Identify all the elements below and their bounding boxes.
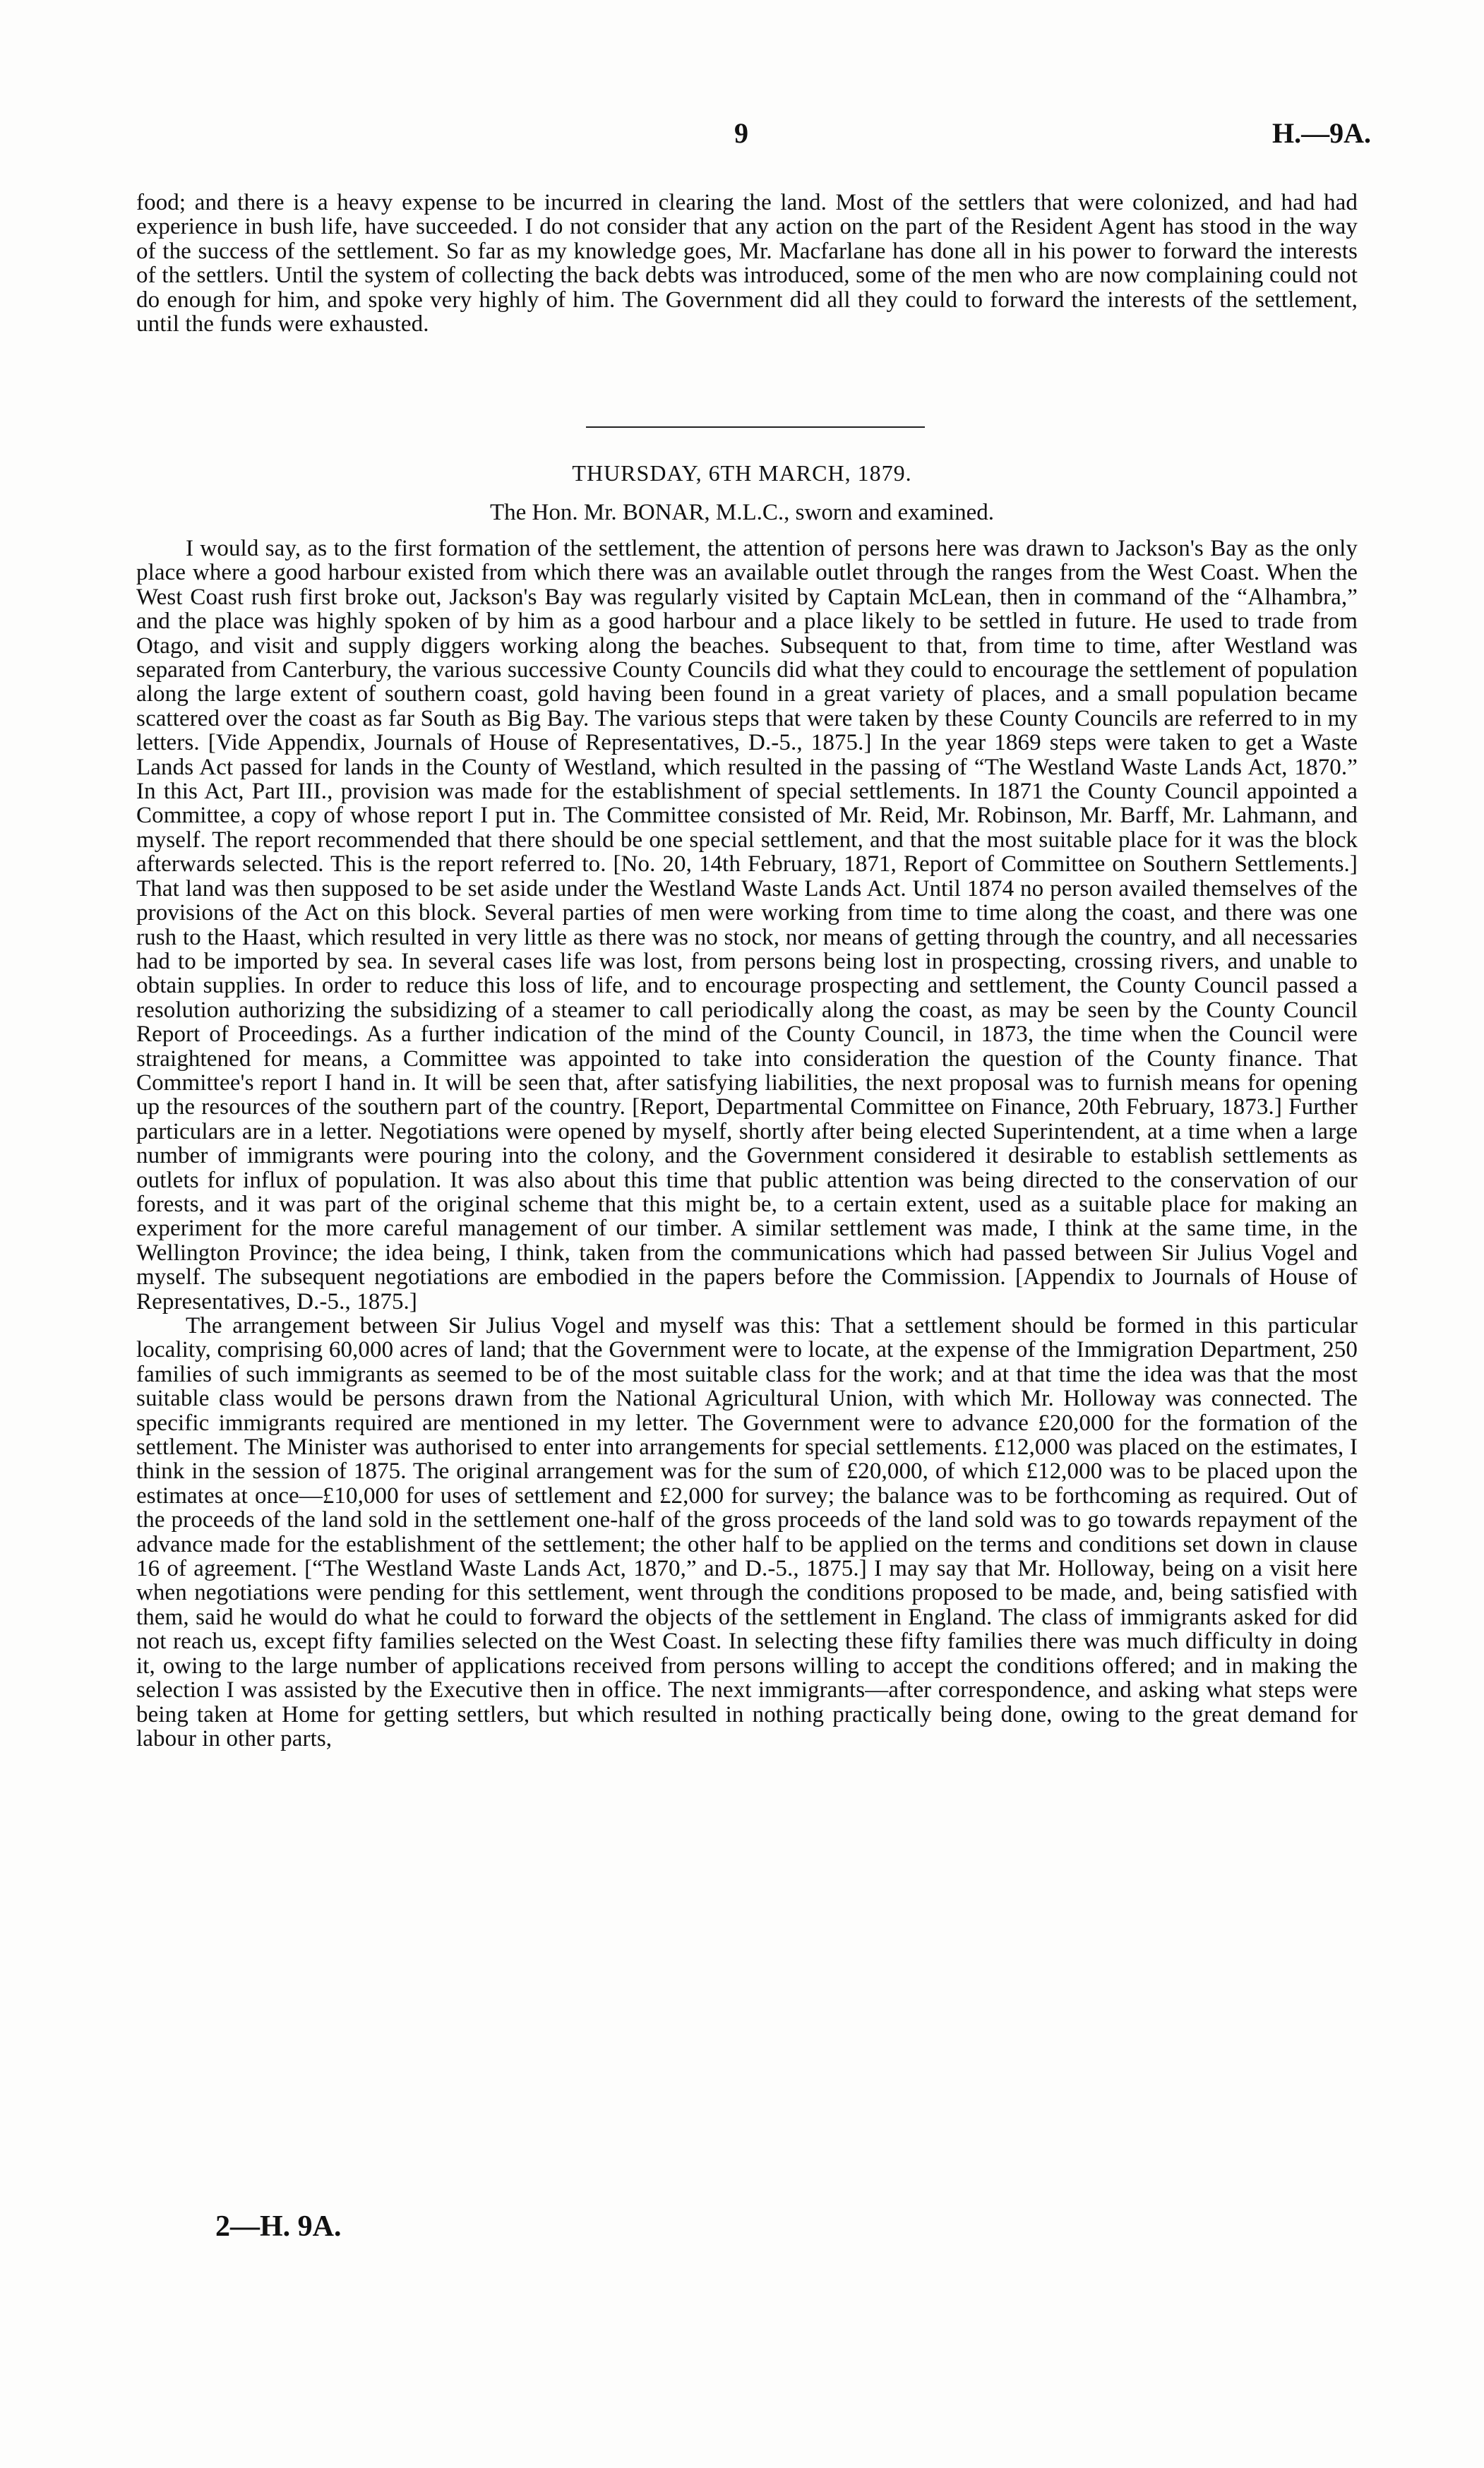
intro-paragraph: food; and there is a heavy expense to be incurred in clearing the land. Most of the settlers that were colonized, and had had experience in bush life, have succeeded. I do not consider that any action on the part of the Resident Agent has stood in the way of the success of the settlement. So far as my knowledge goes, Mr. Macfarlane has done all in his power to forward the interests of the settlers. Until the system of collecting the back debts was introduced, some of the men who are now complaining could not do enough for him, and spoke very highly of him. The Government did all they could to forward the interests of the settlement, until the funds were exhausted. (136, 190, 1358, 337)
testimony-paragraph: The arrangement between Sir Julius Vogel and myself was this: That a settlement should be formed in this particular locality, comprising 60,000 acres of land; that the Government were to locate, at the expense of the Immigration Department, 250 families of such immigrants as seemed to be of the most suitable class for the work; and at that time the idea was that the most suitable class would be persons drawn from the National Agricultural Union, with which Mr. Holloway was connected. The specific immigrants required are mentioned in my letter. The Government were to advance £20,000 for the formation of the settlement. The Minister was authorised to enter into arrangements for special settlements. £12,000 was placed on the estimates, I think in the session of 1875. The original arrangement was for the sum of £20,000, of which £12,000 was to be placed upon the estimates at once—£10,000 for uses of settlement and £2,000 for survey; the balance was to be forthcoming as required. Out of the proceeds of the land sold in the settlement one-half of the gross proceeds of the land sold was to go towards repayment of the advance made for the establishment of the settlement; the other half to be applied on the terms and conditions set down in clause 16 of agreement. [“The Westland Waste Lands Act, 1870,” and D.-5., 1875.] I may say that Mr. Holloway, being on a visit here when negotiations were pending for this settlement, went through the conditions proposed to be made, and, being satisfied with them, said he would do what he could to forward the objects of the settlement in England. The class of immigrants asked for did not reach us, except fifty families selected on the West Coast. In selecting these fifty families there was much difficulty in doing it, owing to the large number of applications received from persons willing to accept the conditions offered; and in making the selection I was assisted by the Executive then in office. The next immigrants—after correspondence, and asking what steps were being taken at Home for getting settlers, but which resulted in nothing practically being done, owing to the great demand for labour in other parts, (136, 1313, 1358, 1751)
section-divider (586, 426, 925, 428)
testimony-paragraph: I would say, as to the first formation of the settlement, the attention of persons here was drawn to Jackson's Bay as the only place where a good harbour existed from which there was an available outlet through the ranges from the West Coast. When the West Coast rush first broke out, Jackson's Bay was regularly visited by Captain McLean, then in command of the “Alhambra,” and the place was highly spoken of by him as a good harbour and a place likely to be settled in future. He used to trade from Otago, and visit and supply diggers working along the beaches. Subsequent to that, from time to time, after Westland was separated from Canterbury, the various successive County Councils did what they could to encourage the settlement of population along the large extent of southern coast, gold having been found in a great variety of places, and a small population became scattered over the coast as far South as Big Bay. The various steps that were taken by these County Councils are referred to in my letters. [Vide Appendix, Journals of House of Representatives, D.-5., 1875.] In the year 1869 steps were taken to get a Waste Lands Act passed for lands in the County of Westland, which resulted in the passing of “The Westland Waste Lands Act, 1870.” In this Act, Part III., provision was made for the establishment of special settlements. In 1871 the County Council appointed a Committee, a copy of whose report I put in. The Committee consisted of Mr. Reid, Mr. Robinson, Mr. Barff, Mr. Lahmann, and myself. The report recommended that there should be one special settlement, and that the most suitable place for it was the block afterwards selected. This is the report referred to. [No. 20, 14th February, 1871, Report of Committee on Southern Settlements.] That land was then supposed to be set aside under the Westland Waste Lands Act. Until 1874 no person availed themselves of the provisions of the Act on this block. Several parties of men were working from time to time along the coast, and there was one rush to the Haast, which resulted in very little as there was no stock, nor means of getting through the country, and all necessaries had to be imported by sea. In several cases life was lost, from persons being lost in prospecting, crossing rivers, and unable to obtain supplies. In order to reduce this loss of life, and to encourage prospecting and settlement, the County Council passed a resolution authorizing the subsidizing of a steamer to call periodically along the coast, as may be seen by the County Council Report of Proceedings. As a further indication of the mind of the County Council, in 1873, the time when the Council were straightened for means, a Committee was appointed to take into consideration the question of the County finance. That Committee's report I hand in. It will be seen that, after satisfying liabilities, the next proposal was to furnish means for opening up the resources of the southern part of the country. [Report, Departmental Committee on Finance, 20th February, 1873.] Further particulars are in a letter. Negotiations were opened by myself, shortly after being elected Superintendent, at a time when a large number of immigrants were pouring into the colony, and the Government considered it desirable to establish settlements as outlets for influx of population. It was also about this time that public attention was being directed to the conservation of our forests, and it was part of the original scheme that this might be, to a certain extent, used as a suitable place for making an experiment for the more careful management of our timber. A similar settlement was made, I think at the same time, in the Wellington Province; the idea being, I think, taken from the communications which had passed between Sir Julius Vogel and myself. The subsequent negotiations are embodied in the papers before the Commission. [Appendix to Journals of House of Representatives, D.-5., 1875.] (136, 536, 1358, 1314)
document-reference: H.—9A. (1272, 117, 1371, 149)
signature-mark: 2—H. 9A. (215, 2210, 342, 2243)
page-header (0, 116, 1484, 159)
page-number: 9 (734, 117, 748, 149)
witness-heading: The Hon. Mr. BONAR, M.L.C., sworn and examined. (489, 500, 994, 525)
date-heading: THURSDAY, 6TH MARCH, 1879. (572, 460, 912, 486)
testimony-body (136, 537, 1358, 1751)
